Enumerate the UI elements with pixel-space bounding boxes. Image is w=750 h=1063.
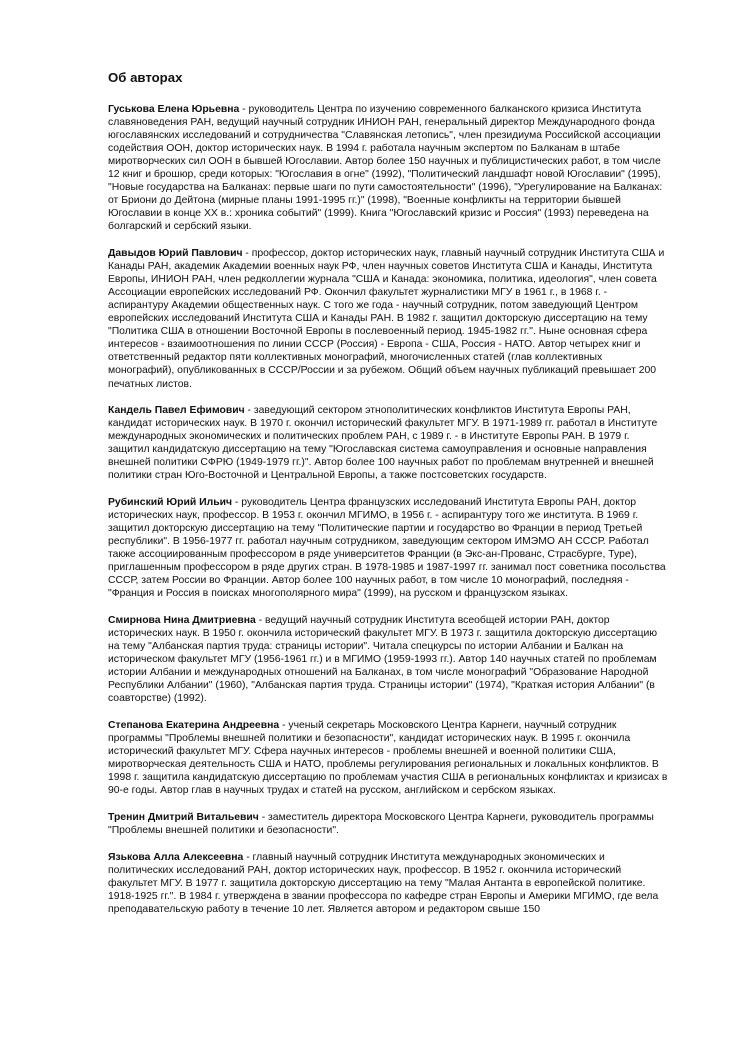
page-title: Об авторах [108, 70, 183, 85]
author-bio: - профессор, доктор исторических наук, главный научный сотрудник Института США и Канады РАН, академик Академии военных наук РФ, член научных советов Института США и Канады, Института Европы, ИНИОН РАН, член редколлегии журнала "США и Канада: экономика, политика, идеология", член совета Ассоциации европейских исследований РФ. Окончил факультет журналистики МГУ в 1961 г., в 1968 г. - аспирантуру Академии общественных наук. С того же года - научный сотрудник, потом заведующий Центром европейских исследований Института США и Канады РАН. В 1982 г. защитил докторскую диссертацию на тему "Политика США в отношении Восточной Европы в послевоенный период. 1945-1982 гг.". Ныне основная сфера интересов - взаимоотношения по линии СССР (Россия) - Европа - США, Россия - НАТО. Автор четырех книг и ответственный редактор пяти коллективных монографий, многочисленных статей (глав коллективных монографий), опубликованных в СССР/России и за рубежом. Общий объем научных публикаций превышает 200 печатных листов. [108, 248, 665, 390]
author-bio: - ученый секретарь Московского Центра Карнеги, научный сотрудник программы "Проблемы внешней политики и безопасности", кандидат исторических наук. В 1995 г. окончила исторический факультет МГУ. Сфера научных интересов - проблемы внешней и военной политики США, миротворческая деятельность США и НАТО, проблемы регулирования региональных и локальных конфликтов. В 1998 г. защитила кандидатскую диссертацию по проблемам участия США в региональных конфликтах и кризисах в 90-е годы. Автор глав в научных трудах и статей на русском, английском и сербском языках. [108, 719, 668, 797]
author-bio: - руководитель Центра французских исследований Института Европы РАН, доктор исторических наук, профессор. В 1953 г. окончил МГИМО, в 1956 г. - аспирантуру того же института. В 1969 г. защитил докторскую диссертацию на тему "Политические партии и государство во Франции в период Третьей республики". В 1956-1977 гг. работал научным сотрудником, заведующим сектором ИМЭМО АН СССР. Работал также ассоциированным профессором в ряде университетов Франции (в Экс-ан-Прованс, Страсбурге, Туре), приглашенным профессором в ряде других стран. В 1978-1985 и 1987-1997 гг. занимал пост советника посольства СССР, затем России во Франции. Автор более 100 научных работ, в том числе 10 монографий, последняя - "Франция и Россия в поисках многополярного мира" (1999), на русском и французском языках. [108, 497, 666, 600]
author-entry [108, 496, 668, 600]
author-bio: - ведущий научный сотрудник Института всеобщей истории РАН, доктор исторических наук. В 1950 г. окончила исторический факультет МГУ. В 1973 г. защитила докторскую диссертацию на тему "Албанская партия труда: страницы истории". Читала спецкурсы по истории Албании и Балкан на историческом факультет МГУ (1956-1961 гг.) и в МГИМО (1959-1993 гг.). Автор 140 научных статей по проблемам истории Албании и международных отношений на Балканах, в том числе монографий "Образование Народной Республики Албании" (1960), "Албанская партия труда. Страницы истории" (1974), "Краткая история Албании" (в соавторстве) (1992). [108, 615, 658, 705]
author-name: Кандель Павел Ефимович [108, 405, 245, 417]
author-name: Гуськова Елена Юрьевна [108, 104, 240, 115]
author-entry [108, 851, 668, 916]
author-bio: - руководитель Центра по изучению современного балканского кризиса Института славяноведения РАН, ведущий научный сотрудник ИНИОН РАН, генеральный директор Международного фонда югославянских исследований и сотрудничества "Славянская летопись", член президиума Российской ассоциации содействия ООН, доктор исторических наук. В 1994 г. работала научным экспертом по Балканам в штабе миротворческих сил ООН в бывшей Югославии. Автор более 150 научных и публицистических работ, в том числе 12 книг и брошюр, среди которых: "Югославия в огне" (1992), "Политический ландшафт новой Югославии" (1995), "Новые государства на Балканах: первые шаги по пути самостоятельности" (1996), "Урегулирование на Балканах: от Бриони до Дейтона (мирные планы 1991-1995 гг.)" (1998), "Военные конфликты на территории бывшей Югославии в конце XX в.: хроника событий" (1999). Книга "Югославский кризис и Россия" (1993) переведена на болгарский и сербский языки. [108, 104, 663, 233]
author-name: Давыдов Юрий Павлович [108, 248, 243, 260]
author-name: Язькова Алла Алексеевна [108, 851, 244, 863]
author-name: Тренин Дмитрий Витальевич [108, 811, 259, 823]
author-bio: - главный научный сотрудник Института международных экономических и политических исследований РАН, доктор исторических наук, профессор. В 1952 г. окончила исторический факультет МГУ. В 1977 г. защитила докторскую диссертацию на тему "Малая Антанта в европейской политике. 1918-1925 гг.". В 1984 г. утверждена в звании профессора по кафедре стран Европы и Америки МГИМО, где вела преподавательскую работу в течение 10 лет. Является автором и редактором свыше 150 [108, 851, 659, 915]
author-entry [108, 811, 668, 837]
author-entry [108, 614, 668, 705]
author-name: Смирнова Нина Дмитриевна [108, 615, 256, 627]
author-entry [108, 719, 668, 797]
author-name: Рубинский Юрий Ильич [108, 497, 233, 509]
author-name: Степанова Екатерина Андреевна [108, 719, 280, 731]
document-page [108, 70, 668, 929]
author-entry [108, 247, 668, 391]
author-entry [108, 404, 668, 482]
author-entry [108, 103, 668, 233]
author-bio: - заместитель директора Московского Центра Карнеги, руководитель программы "Проблемы внешней политики и безопасности". [108, 811, 654, 836]
author-bio: - заведующий сектором этнополитических конфликтов Института Европы РАН, кандидат исторических наук. В 1970 г. окончил исторический факультет МГУ. В 1971-1989 гг. работал в Институте международных экономических и политических проблем РАН, с 1989 г. - в Институте Европы РАН. В 1979 г. защитил кандидатскую диссертацию на тему "Югославская система самоуправления и основные направления внешней политики СФРЮ (1949-1979 гг.)". Автор более 100 научных работ по проблемам внутренней и внешней политики стран Юго-Восточной и Центральной Европы, а также постсоветских государств. [108, 405, 658, 482]
